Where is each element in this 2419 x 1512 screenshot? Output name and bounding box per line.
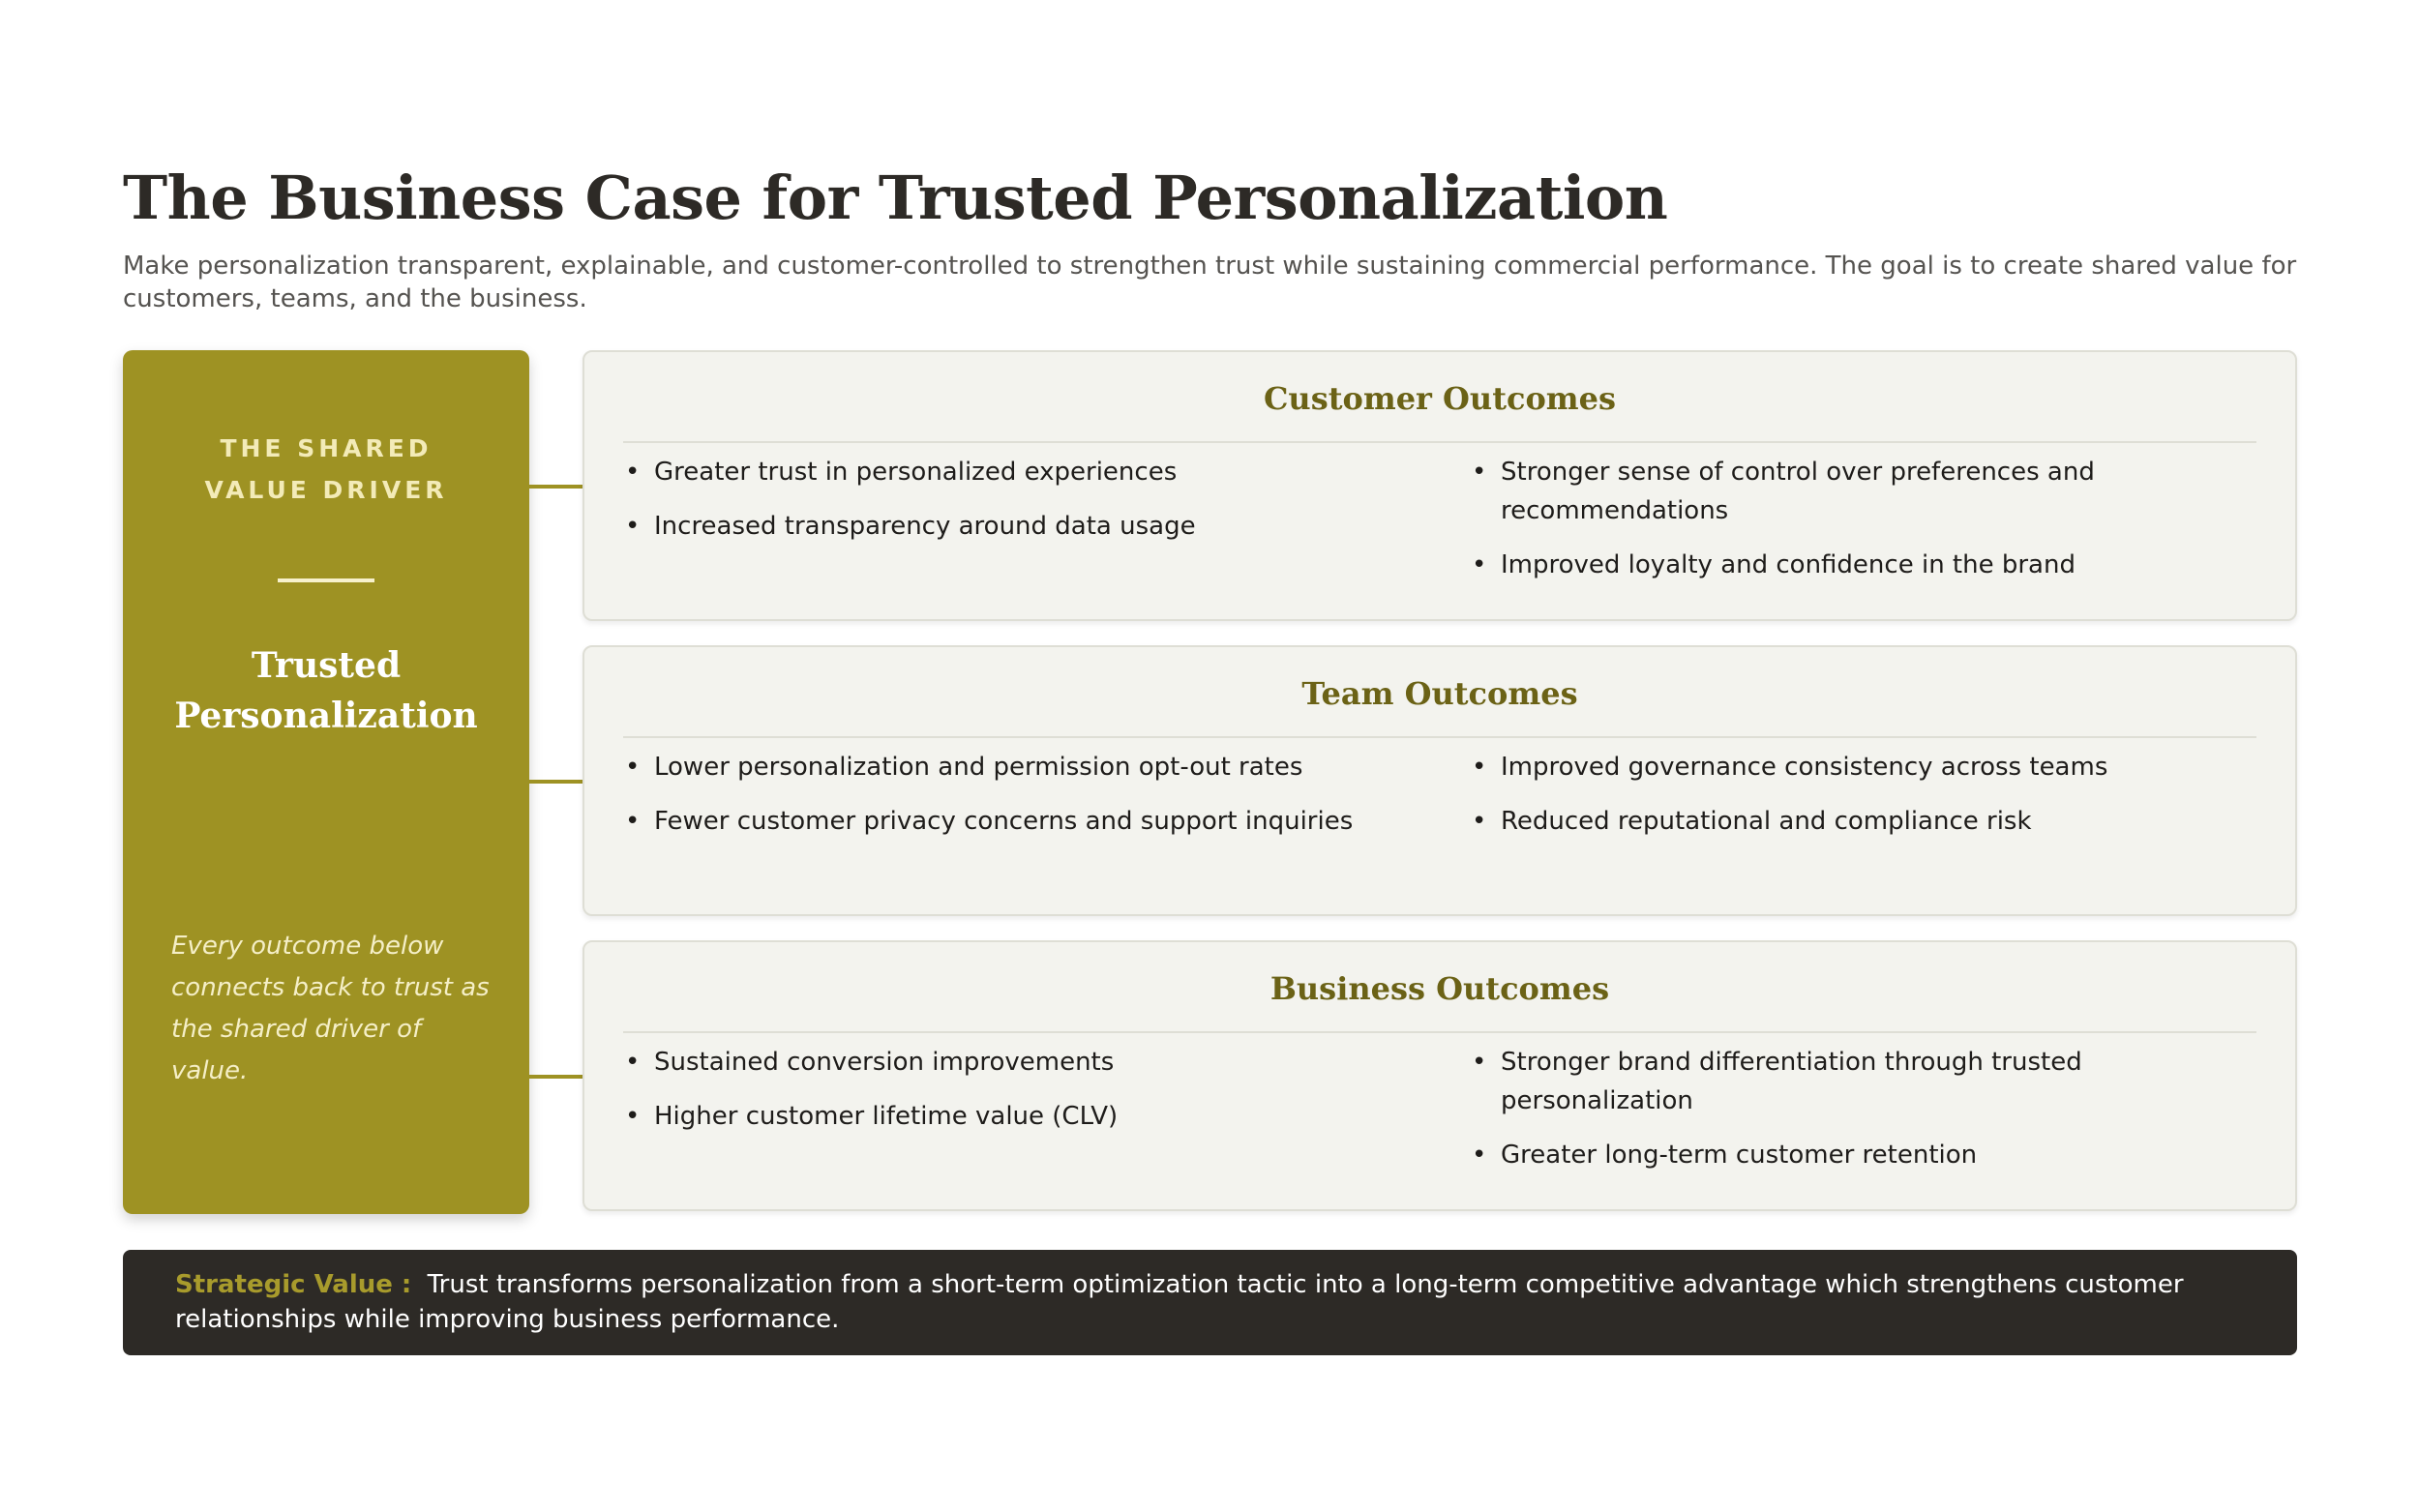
bullet-icon: •: [1472, 458, 1487, 487]
list-item: [1470, 1136, 2273, 1174]
driver-title: Trusted Personalization: [174, 645, 478, 736]
banner-text: Trust transforms personalization from a short-term optimization tactic into a long-term competitive advantage which strengthens customer relationships while improving business performance.: [175, 1270, 2184, 1334]
bullet-icon: •: [1472, 807, 1487, 836]
bullet-icon: •: [625, 753, 641, 782]
card-title: Customer Outcomes: [1263, 380, 1617, 417]
outcome-list-right: [1470, 748, 2273, 856]
card-customer-outcomes: [582, 350, 2297, 621]
bullet-icon: •: [1472, 1048, 1487, 1077]
card-divider: [623, 736, 2256, 738]
connector-business: [529, 1075, 582, 1079]
list-item: [1470, 1043, 2273, 1120]
list-item: [623, 507, 1426, 546]
card-divider: [623, 1031, 2256, 1033]
list-item: [623, 1043, 1426, 1082]
list-item: [623, 748, 1426, 786]
driver-divider: [278, 578, 374, 582]
list-item-text: Greater trust in personalized experiences: [654, 458, 1178, 487]
driver-note: Every outcome below connects back to trust as the shared driver of value.: [171, 932, 490, 1085]
list-item-text: Fewer customer privacy concerns and support inquiries: [654, 807, 1354, 836]
card-team-outcomes: [582, 645, 2297, 916]
list-item-text: Improved loyalty and confidence in the brand: [1501, 550, 2076, 579]
banner-label: Strategic Value :: [175, 1270, 412, 1299]
bullet-icon: •: [625, 1102, 641, 1131]
list-item-text: Increased transparency around data usage: [654, 512, 1196, 541]
connector-team: [529, 780, 582, 784]
page-title: The Business Case for Trusted Personalization: [123, 163, 1668, 233]
bullet-icon: •: [625, 807, 641, 836]
card-title: Team Outcomes: [1301, 675, 1578, 712]
list-item-text: Stronger brand differentiation through trusted personalization: [1501, 1048, 2082, 1115]
page-subtitle: Make personalization transparent, explainable, and customer-controlled to strengthen trust while sustaining commercial performance. The goal is to create shared value for customers, teams, and the business.: [123, 252, 2297, 313]
list-item-text: Sustained conversion improvements: [654, 1048, 1115, 1077]
outcome-list-left: [623, 1043, 1426, 1151]
outcome-list-left: [623, 748, 1426, 856]
strategic-value-banner: [123, 1250, 2297, 1355]
list-item: [1470, 546, 2273, 584]
bullet-icon: •: [1472, 1141, 1487, 1170]
list-item: [623, 1097, 1426, 1136]
list-item-text: Reduced reputational and compliance risk: [1501, 807, 2032, 836]
list-item-text: Greater long-term customer retention: [1501, 1141, 1978, 1170]
bullet-icon: •: [625, 1048, 641, 1077]
bullet-icon: •: [1472, 550, 1487, 579]
card-title: Business Outcomes: [1269, 970, 1610, 1007]
card-business-outcomes: [582, 940, 2297, 1211]
bullet-icon: •: [1472, 753, 1487, 782]
connector-customer: [529, 485, 582, 489]
outcome-list-right: [1470, 453, 2273, 600]
value-driver-panel: [123, 350, 529, 1214]
list-item: [623, 802, 1426, 841]
card-divider: [623, 441, 2256, 443]
list-item-text: Stronger sense of control over preferences and recommendations: [1501, 458, 2095, 525]
driver-eyebrow: THE SHARED VALUE DRIVER: [204, 434, 448, 504]
outcome-list-left: [623, 453, 1426, 561]
list-item: [1470, 748, 2273, 786]
list-item: [1470, 802, 2273, 841]
bullet-icon: •: [625, 512, 641, 541]
list-item: [1470, 453, 2273, 530]
list-item-text: Lower personalization and permission opt-out rates: [654, 753, 1303, 782]
list-item-text: Higher customer lifetime value (CLV): [654, 1102, 1119, 1131]
list-item-text: Improved governance consistency across teams: [1501, 753, 2108, 782]
list-item: [623, 453, 1426, 491]
outcome-list-right: [1470, 1043, 2273, 1190]
bullet-icon: •: [625, 458, 641, 487]
